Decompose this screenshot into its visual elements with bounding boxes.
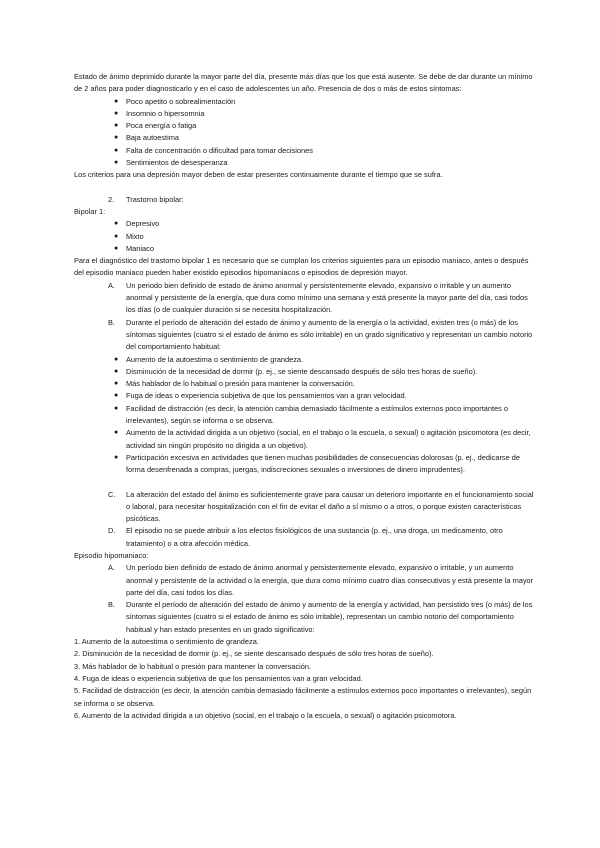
criteria-note: Los criterios para una depresión mayor deben de estar presentes continuamente durante el tiempo que se sufra. (74, 170, 443, 180)
list-item: ● Falta de concentración o dificultad para tomar decisiones (74, 145, 536, 157)
bullet-icon: ● (114, 122, 119, 130)
list-item: ● Maniaco (74, 243, 536, 255)
list-item: ● Facilidad de distracción (es decir, la atención cambia demasiado fácilmente a estímulos externos poco importantes o irrelevantes), según se informa o se observa. (74, 403, 536, 428)
bullet-icon: ● (114, 97, 119, 105)
list-item: 2. Disminución de la necesidad de dormir (p. ej., se siente descansado después de sólo tres horas de sueño). (74, 649, 434, 659)
bullet-icon: ● (114, 355, 119, 363)
section-title: Trastorno bipolar: (126, 194, 184, 204)
hypomania-criterion-a: A. Un período bien definido de estado de ánimo anormal y persistentemente elevado, expansivo o irritable, y un aumento anormal y persistente de la actividad o la energía, que dura como mínimo cuatro días consecutivos y está presente la mayor parte del día, casi todos los días. (108, 563, 534, 597)
hypomania-criterion-b: B. Durante el período de alteración del estado de ánimo y aumento de la energía y actividad, han persistido tres (o más) de los síntomas siguientes (cuatro si el estado de ánimo es sólo irritable), representan un cambio notorio del comportamiento habitual y han estado presentes en un grado significativo: (108, 600, 533, 634)
intro-paragraph: Estado de ánimo deprimido durante la mayor parte del día, presente más días que los que está ausente. Se debe de dar durante un mínimo de 2 años para poder diagnosticarlo y en el caso de adolescentes un año. Presencia de dos o más de estos síntomas: (74, 72, 533, 94)
list-item: ● Aumento de la autoestima o sentimiento de grandeza. (74, 354, 536, 366)
section-heading (108, 194, 536, 206)
bullet-icon: ● (114, 367, 119, 375)
list-item: ● Poco apetito o sobrealimentación (74, 96, 536, 108)
list-item: 6. Aumento de la actividad dirigida a un objetivo (social, en el trabajo o la escuela, o sexual) o agitación psicomotora. (74, 710, 457, 720)
list-item: 1. Aumento de la autoestima o sentimiento de grandeza. (74, 637, 259, 647)
bullet-icon: ● (114, 429, 119, 437)
bullet-icon: ● (114, 404, 119, 412)
hypomania-numbered-list (74, 636, 536, 722)
mania-criterion-d: D. El episodio no se puede atribuir a los efectos fisiológicos de una sustancia (p. ej., una droga, un medicamento, otro tratamiento) o a otra afección médica. (108, 526, 503, 548)
list-item: 5. Facilidad de distracción (es decir, la atención cambia demasiado fácilmente a estímulos externos poco importantes o irrelevantes), según se informa o se observa. (74, 686, 532, 708)
list-item: ● Mixto (74, 231, 536, 243)
list-item: ● Fuga de ideas o experiencia subjetiva de que los pensamientos van a gran velocidad. (74, 390, 536, 402)
list-item: ● Baja autoestima (74, 132, 536, 144)
bullet-icon: ● (114, 244, 119, 252)
symptom-list (74, 96, 536, 170)
bullet-icon: ● (114, 109, 119, 117)
bullet-icon: ● (114, 392, 119, 400)
hypomania-label: Episodio hipomaniaco: (74, 550, 149, 560)
section-number: 2. (108, 194, 115, 204)
list-item: ● Depresivo (74, 218, 536, 230)
list-item: ● Sentimientos de desesperanza (74, 157, 536, 169)
mania-criterion-c: C. La alteración del estado del ánimo es suficientemente grave para causar un deterioro importante en el funcionamiento social o laboral, para necesitar hospitalización con el fin de evitar el daño a sí mismo o a otros, o porque existen características psicóticas. (108, 489, 534, 524)
bullet-icon: ● (114, 220, 119, 228)
bullet-icon: ● (114, 380, 119, 388)
list-item: ● Disminución de la necesidad de dormir (p. ej., se siente descansado después de sólo tres horas de sueño). (74, 366, 536, 378)
bipolar-types-list (74, 218, 536, 255)
list-item: 3. Más hablador de lo habitual o presión para mantener la conversación. (74, 661, 312, 671)
bipolar1-label: Bipolar 1: (74, 206, 106, 216)
bullet-icon: ● (114, 232, 119, 240)
mania-symptom-list (74, 354, 536, 477)
list-item: ● Aumento de la actividad dirigida a un objetivo (social, en el trabajo o la escuela, o sexual) o agitación psicomotora (es decir, actividad sin ningún propósito no dirigida a un objetivo). (74, 427, 536, 452)
document-page (74, 71, 536, 722)
list-item: ● Participación excesiva en actividades que tienen muchas posibilidades de consecuencias dolorosas (p. ej., dedicarse de forma desenfrenada a compras, juergas, indiscreciones sexuales o inversiones de dinero imprudentes). (74, 452, 536, 477)
bullet-icon: ● (114, 453, 119, 461)
list-item: ● Más hablador de lo habitual o presión para mantener la conversación. (74, 378, 536, 390)
bullet-icon: ● (114, 146, 119, 154)
bipolar-intro: Para el diagnóstico del trastorno bipolar 1 es necesario que se cumplan los criterios siguientes para un episodio maniaco, antes o después del episodio maniaco pueden haber existido episodios hipomaniacos o episodios de depresión mayor. (74, 256, 529, 278)
list-item: ● Poca energía o fatiga (74, 120, 536, 132)
mania-criterion-a: A. Un periodo bien definido de estado de ánimo anormal y persistentemente elevado, expansivo o irritable y un aumento anormal y persistente de la energía, que dura como mínimo una semana y está presente la mayor parte del día, casi todos los días (o de cualquier duración si se necesita hospitalización. (108, 280, 528, 315)
bullet-icon: ● (114, 159, 119, 167)
bullet-icon: ● (114, 134, 119, 142)
list-item: 4. Fuga de ideas o experiencia subjetiva de que los pensamientos van a gran velocidad. (74, 673, 363, 683)
mania-criterion-b: B. Durante el período de alteración del estado de ánimo y aumento de la energía o la actividad, existen tres (o más) de los síntomas siguientes (cuatro si el estado de ánimo es sólo irritable) en un grado significativo y representan un cambio notorio del comportamiento habitual: (108, 317, 533, 352)
list-item: ● Insomnio o hipersomnia (74, 108, 536, 120)
